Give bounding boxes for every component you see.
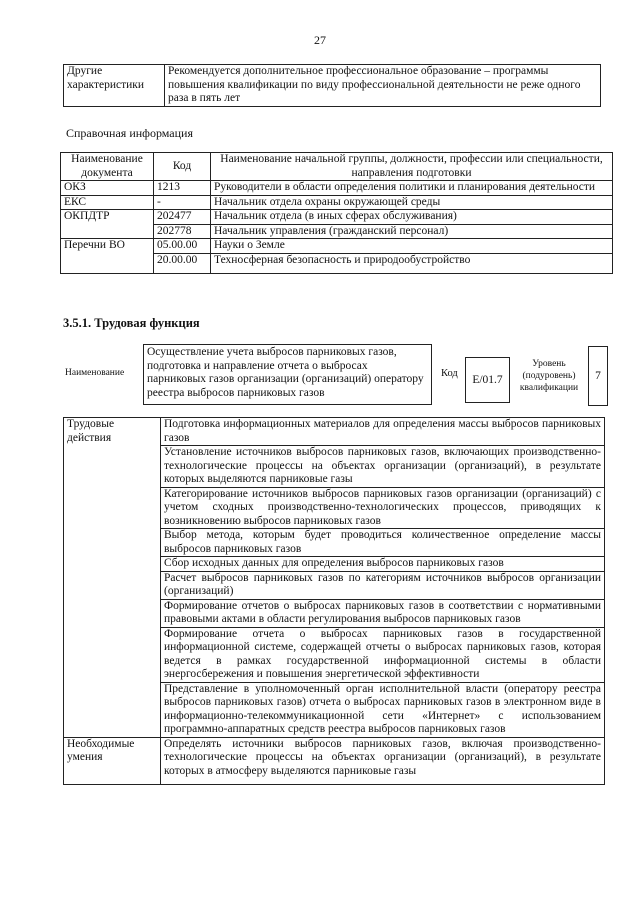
ref-name: Руководители в области определения политики и планирования деятельности xyxy=(211,181,613,196)
table-row xyxy=(61,195,613,210)
action-item: Представление в уполномоченный орган исполнительной власти (оператору реестра выбросов парниковых газов) отчета о выбросах парниковых газов в электронном виде в информационно-телекоммуникационной сети «Интернет» с использованием программно-аппаратных средств реестра выбросов парниковых газов xyxy=(161,682,605,737)
ref-header-name: Наименование начальной группы, должности, профессии или специальности, направления подготовки xyxy=(211,153,613,181)
ref-doc: ЕКС xyxy=(61,195,154,210)
function-details-table xyxy=(63,417,605,785)
reference-title: Справочная информация xyxy=(66,126,193,140)
action-item: Сбор исходных данных для определения выбросов парниковых газов xyxy=(161,557,605,572)
ref-code: 05.00.00 xyxy=(154,239,211,254)
action-item: Расчет выбросов парниковых газов по категориям источников выбросов организации (организаций) xyxy=(161,571,605,599)
action-item: Установление источников выбросов парниковых газов, включающих производственно-технологические процессы на объектах организации (организаций), в результате которых выделяются парниковые газы xyxy=(161,446,605,488)
ref-doc: ОКЗ xyxy=(61,181,154,196)
ref-header-code: Код xyxy=(154,153,211,181)
other-label: Другие характеристики xyxy=(64,65,165,107)
section-title: 3.5.1. Трудовая функция xyxy=(63,316,200,330)
ref-code: 1213 xyxy=(154,181,211,196)
table-row xyxy=(64,418,605,446)
other-characteristics-table xyxy=(63,64,601,107)
ref-name: Начальник отдела (в иных сферах обслуживания) xyxy=(211,210,613,225)
table-row xyxy=(61,239,613,254)
table-row xyxy=(61,210,613,225)
ref-name: Науки о Земле xyxy=(211,239,613,254)
reference-table xyxy=(60,152,613,274)
ref-name: Техносферная безопасность и природообустройство xyxy=(211,253,613,274)
ref-code: 202477 xyxy=(154,210,211,225)
ref-header-doc: Наименование документа xyxy=(61,153,154,181)
page-number: 27 xyxy=(314,33,326,47)
ref-code: - xyxy=(154,195,211,210)
ref-doc: ОКПДТР xyxy=(61,210,154,239)
action-item: Формирование отчетов о выбросах парниковых газов в соответствии с нормативными правовыми актами в области регулирования выбросов парниковых газов xyxy=(161,599,605,627)
actions-label: Трудовые действия xyxy=(64,418,161,738)
ref-code: 20.00.00 xyxy=(154,253,211,274)
skills-label: Необходимые умения xyxy=(64,737,161,785)
table-row xyxy=(61,181,613,196)
function-name-label: Наименование xyxy=(65,368,125,378)
ref-name: Начальник управления (гражданский персонал) xyxy=(211,224,613,239)
skill-item: Определять источники выбросов парниковых газов, включая производственно-технологические процессы на объектах организации (организаций), в результате которых в атмосферу выделяются парниковые газы xyxy=(161,737,605,785)
action-item: Выбор метода, которым будет проводиться количественное определение массы выбросов парниковых газов xyxy=(161,529,605,557)
other-text: Рекомендуется дополнительное профессиональное образование – программы повышения квалификации по виду профессиональной деятельности не реже одного раза в пять лет xyxy=(165,65,601,107)
function-code-box: E/01.7 xyxy=(465,357,510,403)
action-item: Формирование отчета о выбросах парниковых газов в государственной информационной системе, содержащей отчеты о выбросах парниковых газов, которая ведется в рамках государственной информационной системы в области энергосбережения и повышения энергетической эффективности xyxy=(161,627,605,682)
qualification-level-box: 7 xyxy=(588,346,608,406)
action-item: Подготовка информационных материалов для определения массы выбросов парниковых газов xyxy=(161,418,605,446)
ref-name: Начальник отдела охраны окружающей среды xyxy=(211,195,613,210)
table-row xyxy=(64,737,605,785)
ref-doc: Перечни ВО xyxy=(61,239,154,274)
function-code-label: Код xyxy=(441,368,458,379)
qualification-level-label: Уровень (подуровень) квалификации xyxy=(519,359,579,393)
function-name-box: Осуществление учета выбросов парниковых газов, подготовка и направление отчета о выбросах парниковых газов организации (организаций) оператору реестра выбросов парниковых газов xyxy=(143,344,432,405)
action-item: Категорирование источников выбросов парниковых газов организации (организаций) с учетом сходных производственно-технологических процессов, приводящих к возникновению выбросов парниковых газов xyxy=(161,487,605,529)
ref-code: 202778 xyxy=(154,224,211,239)
